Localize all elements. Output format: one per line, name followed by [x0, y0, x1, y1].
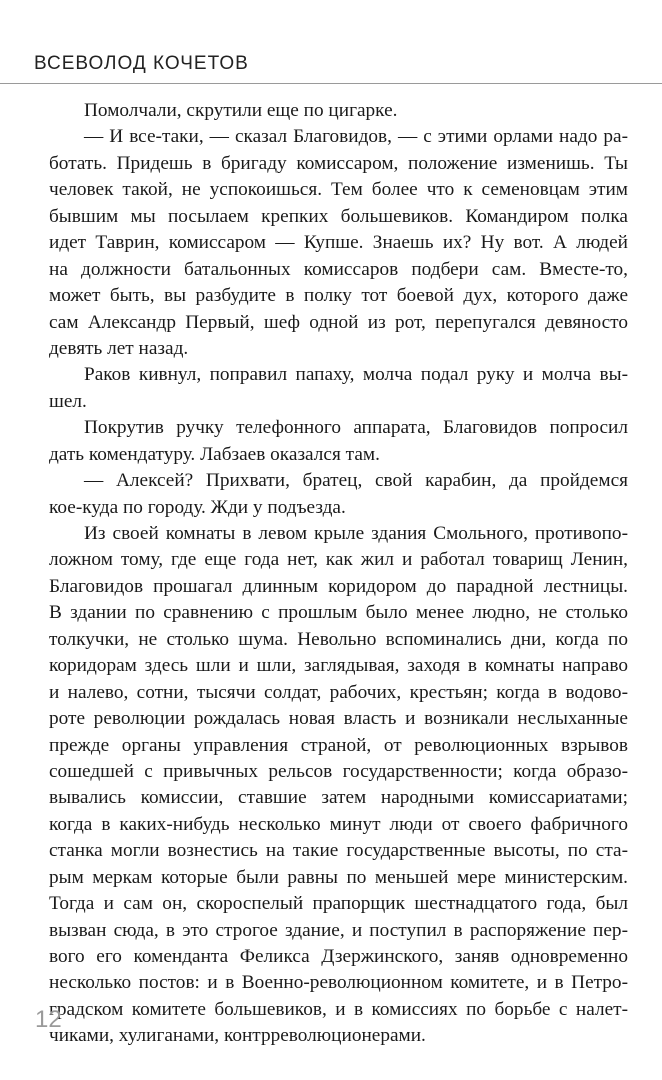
text-line: Тогда и сам он, скороспелый прапорщик шестнадцатого года, был	[49, 893, 628, 915]
text-line: коридорам здесь шли и шли, заглядывая, заходя в комнаты направо	[49, 655, 628, 677]
text-line: толкучки, не столько шума. Невольно вспоминались дни, когда по	[49, 628, 628, 650]
page-number: 12	[35, 1006, 62, 1033]
text-line: чиками, хулиганами, контрреволюционерами.	[49, 1025, 426, 1047]
text-line: Покрутив ручку телефонного аппарата, Благовидов попросил	[84, 417, 628, 439]
text-line: — И все-таки, — сказал Благовидов, — с этими орлами надо ра-	[84, 126, 628, 148]
text-line: вого его коменданта Феликса Дзержинского, заняв одновременно	[49, 946, 628, 967]
text-line: сам Александр Первый, шеф одной из рот, перепугался девяносто	[49, 311, 628, 333]
text-line: Помолчали, скрутили еще по цигарке.	[84, 100, 398, 121]
text-line: ложном тому, где еще года нет, как жил и работал товарищ Ленин,	[49, 549, 628, 571]
text-line: Раков кивнул, поправил папаху, молча подал руку и молча вы-	[84, 364, 628, 386]
text-line: бывшим мы посылаем крепких большевиков. Командиром полка	[49, 205, 628, 227]
text-line: несколько постов: и в Военно-революционном комитете, и в Петро-	[49, 972, 628, 994]
text-line: идет Таврин, комиссаром — Купше. Знаешь их? Ну вот. А людей	[49, 232, 628, 254]
text-line: и налево, сотни, тысячи солдат, рабочих, крестьян; когда в водово-	[49, 681, 628, 703]
text-line: Благовидов прошагал длинным коридором до парадной лестницы.	[49, 575, 628, 597]
header-rule	[0, 83, 662, 84]
body-text	[49, 98, 628, 1050]
text-line: прежде органы управления страной, от революционных взрывов	[49, 734, 628, 756]
text-line: кое-куда по городу. Жди у подъезда.	[49, 496, 346, 518]
text-line: может быть, вы разбудите в полку тот боевой дух, которого даже	[49, 285, 628, 307]
text-line: шел.	[49, 390, 87, 412]
text-line: девять лет назад.	[49, 337, 189, 359]
text-line: человек такой, не успокоишься. Тем более что к семеновцам этим	[49, 179, 628, 201]
text-line: станка могли вознестись на такие государственные высоты, по ста-	[49, 840, 628, 862]
text-line: рым меркам которые были равны по меньшей мере министерским.	[49, 866, 628, 888]
text-line: сошедшей с привычных рельсов государственности; когда образо-	[49, 760, 628, 782]
text-line: градском комитете большевиков, и в комиссиях по борьбе с налет-	[49, 998, 628, 1020]
text-line: вывались комиссии, ставшие затем народными комиссариатами;	[49, 787, 628, 809]
text-line: роте революции рождалась новая власть и возникали неслыханные	[49, 708, 628, 730]
text-line: на должности батальонных комиссаров подбери сам. Вместе-то,	[49, 258, 628, 280]
text-line: когда в каких-нибудь несколько минут люди от своего фабричного	[49, 813, 628, 835]
text-line: В здании по сравнению с прошлым было менее людно, не столько	[49, 602, 628, 624]
text-line: ботать. Придешь в бригаду комиссаром, положение изменишь. Ты	[49, 152, 628, 174]
text-line: — Алексей? Прихвати, братец, свой карабин, да пройдемся	[84, 470, 628, 492]
text-line: вызван сюда, в это строгое здание, и поступил в распоряжение пер-	[49, 919, 628, 941]
text-line: Из своей комнаты в левом крыле здания Смольного, противопо-	[84, 523, 628, 544]
text-line: дать комендатуру. Лабзаев оказался там.	[49, 443, 380, 465]
running-head: ВСЕВОЛОД КОЧЕТОВ	[34, 53, 249, 74]
